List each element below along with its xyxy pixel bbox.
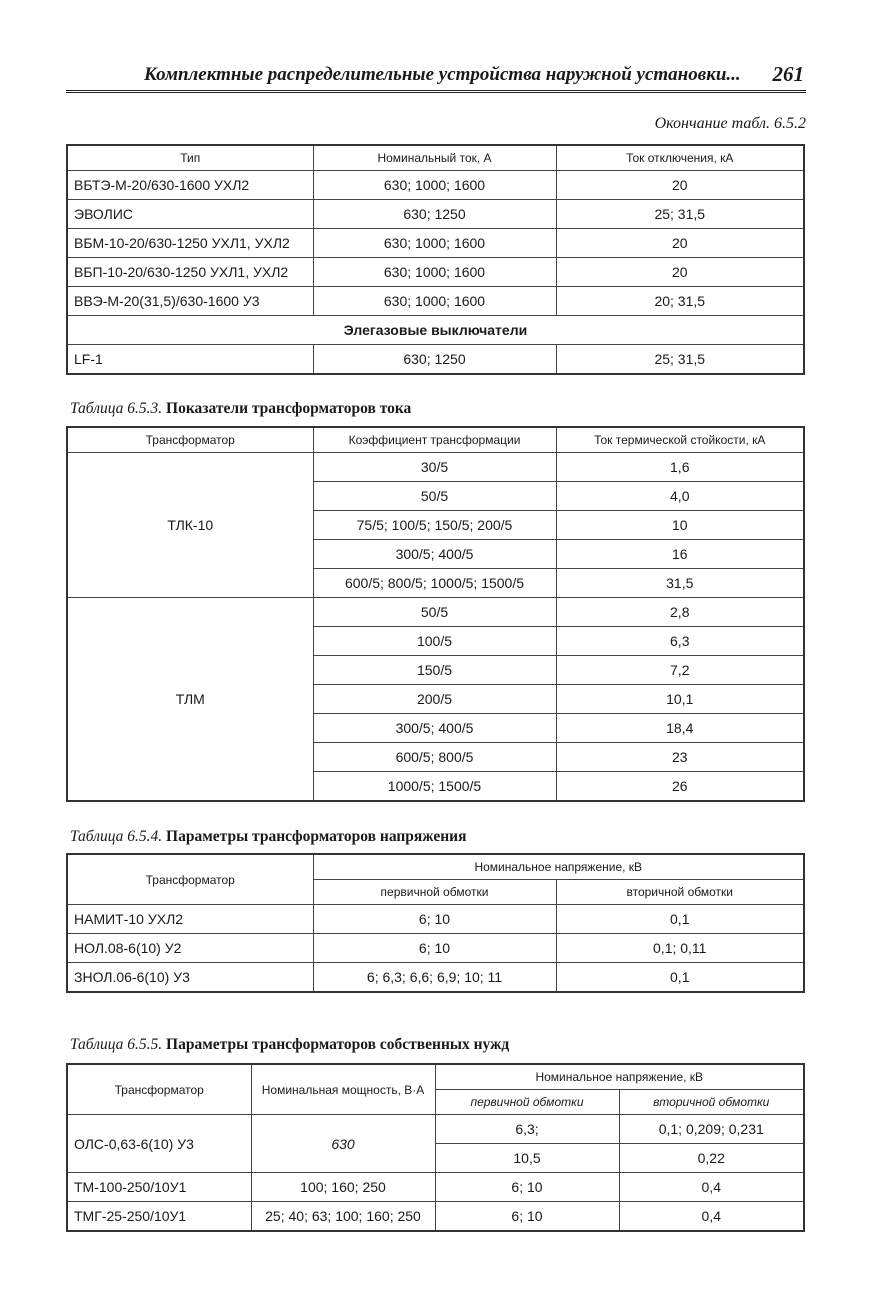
cell: 630 xyxy=(251,1115,435,1173)
cell: 300/5; 400/5 xyxy=(313,714,556,743)
cell: ВБП-10-20/630-1250 УХЛ1, УХЛ2 xyxy=(67,258,313,287)
cell: 100/5 xyxy=(313,627,556,656)
cell: 25; 31,5 xyxy=(556,345,804,375)
cell: 150/5 xyxy=(313,656,556,685)
cell: 630; 1000; 1600 xyxy=(313,229,556,258)
cell: ТМГ-25-250/10У1 xyxy=(67,1202,251,1232)
cell: 630; 1000; 1600 xyxy=(313,171,556,200)
cell: ЭВОЛИС xyxy=(67,200,313,229)
cell: LF-1 xyxy=(67,345,313,375)
header-title: Комплектные распределительные устройства наружной установки... xyxy=(144,64,741,85)
table-header-row xyxy=(67,1064,804,1090)
cell: 26 xyxy=(556,772,804,802)
cell: 7,2 xyxy=(556,656,804,685)
table-row xyxy=(67,905,804,934)
cell: 30/5 xyxy=(313,453,556,482)
cell: ЗНОЛ.06-6(10) У3 xyxy=(67,963,313,993)
cell: 23 xyxy=(556,743,804,772)
cell: 630; 1000; 1600 xyxy=(313,258,556,287)
cell: ОЛС-0,63-6(10) У3 xyxy=(67,1115,251,1173)
table-voltage-transformers xyxy=(66,853,805,993)
table-subheader-row xyxy=(67,316,804,345)
cell: 2,8 xyxy=(556,598,804,627)
page-number: 261 xyxy=(772,62,804,86)
column-header: вторичной обмотки xyxy=(619,1090,804,1115)
cell: 20 xyxy=(556,258,804,287)
column-header: Номинальное напряжение, кВ xyxy=(313,854,804,880)
column-header: вторичной обмотки xyxy=(556,880,804,905)
table-header-row xyxy=(67,854,804,880)
cell: 6,3 xyxy=(556,627,804,656)
group-name: ТЛМ xyxy=(67,598,313,802)
cell: 0,22 xyxy=(619,1144,804,1173)
table1-caption: Окончание табл. 6.5.2 xyxy=(654,115,806,132)
cell: 6; 6,3; 6,6; 6,9; 10; 11 xyxy=(313,963,556,993)
cell: 630; 1000; 1600 xyxy=(313,287,556,316)
table-row xyxy=(67,934,804,963)
section-subheader: Элегазовые выключатели xyxy=(67,316,804,345)
table-row xyxy=(67,963,804,993)
column-header: Номинальное напряжение, кВ xyxy=(435,1064,804,1090)
cell: 0,1 xyxy=(556,963,804,993)
cell: 600/5; 800/5 xyxy=(313,743,556,772)
caption-number: Таблица 6.5.3. xyxy=(70,400,163,417)
table-row xyxy=(67,171,804,200)
cell: 6; 10 xyxy=(313,905,556,934)
cell: 630; 1250 xyxy=(313,200,556,229)
cell: ТМ-100-250/10У1 xyxy=(67,1173,251,1202)
table-header-row xyxy=(67,145,804,171)
table-row xyxy=(67,1115,804,1144)
cell: 6; 10 xyxy=(313,934,556,963)
cell: 1000/5; 1500/5 xyxy=(313,772,556,802)
caption-title: Параметры трансформаторов собственных нужд xyxy=(166,1036,510,1053)
caption-title: Параметры трансформаторов напряжения xyxy=(166,828,467,845)
cell: 6; 10 xyxy=(435,1173,619,1202)
cell: 20 xyxy=(556,171,804,200)
table-auxiliary-transformers xyxy=(66,1063,805,1232)
column-header: первичной обмотки xyxy=(435,1090,619,1115)
column-header: Номинальный ток, А xyxy=(313,145,556,171)
cell: 0,4 xyxy=(619,1202,804,1232)
column-header: Номинальная мощность, В·А xyxy=(251,1064,435,1115)
column-header: Трансформатор xyxy=(67,427,313,453)
cell: 75/5; 100/5; 150/5; 200/5 xyxy=(313,511,556,540)
cell: 100; 160; 250 xyxy=(251,1173,435,1202)
caption-number: Таблица 6.5.5. xyxy=(70,1036,163,1053)
table-row xyxy=(67,287,804,316)
cell: 1,6 xyxy=(556,453,804,482)
table3-caption xyxy=(70,828,466,846)
column-header: Тип xyxy=(67,145,313,171)
cell: 630; 1250 xyxy=(313,345,556,375)
cell: 600/5; 800/5; 1000/5; 1500/5 xyxy=(313,569,556,598)
cell: 6,3; xyxy=(435,1115,619,1144)
cell: ВБТЭ-М-20/630-1600 УХЛ2 xyxy=(67,171,313,200)
column-header: Трансформатор xyxy=(67,1064,251,1115)
table-row xyxy=(67,598,804,627)
cell: 0,1; 0,11 xyxy=(556,934,804,963)
cell: НОЛ.08-6(10) У2 xyxy=(67,934,313,963)
table-row xyxy=(67,453,804,482)
cell: 25; 40; 63; 100; 160; 250 xyxy=(251,1202,435,1232)
table-row xyxy=(67,258,804,287)
cell: ВБМ-10-20/630-1250 УХЛ1, УХЛ2 xyxy=(67,229,313,258)
cell: 6; 10 xyxy=(435,1202,619,1232)
cell: 0,1 xyxy=(556,905,804,934)
table-row xyxy=(67,345,804,375)
cell: 18,4 xyxy=(556,714,804,743)
cell: 16 xyxy=(556,540,804,569)
column-header: Ток термической стойкости, кА xyxy=(556,427,804,453)
cell: 20; 31,5 xyxy=(556,287,804,316)
cell: 10,1 xyxy=(556,685,804,714)
cell: 20 xyxy=(556,229,804,258)
group-name: ТЛК-10 xyxy=(67,453,313,598)
cell: 300/5; 400/5 xyxy=(313,540,556,569)
cell: 4,0 xyxy=(556,482,804,511)
column-header: первичной обмотки xyxy=(313,880,556,905)
cell: 31,5 xyxy=(556,569,804,598)
table-row xyxy=(67,229,804,258)
table-row xyxy=(67,1202,804,1232)
cell: НАМИТ-10 УХЛ2 xyxy=(67,905,313,934)
cell: 25; 31,5 xyxy=(556,200,804,229)
table2-caption xyxy=(70,400,411,418)
cell: ВВЭ-М-20(31,5)/630-1600 У3 xyxy=(67,287,313,316)
table-current-transformers xyxy=(66,426,805,802)
cell: 50/5 xyxy=(313,598,556,627)
table-row xyxy=(67,200,804,229)
table4-caption xyxy=(70,1036,509,1054)
cell: 0,1; 0,209; 0,231 xyxy=(619,1115,804,1144)
column-header: Трансформатор xyxy=(67,854,313,905)
cell: 200/5 xyxy=(313,685,556,714)
cell: 0,4 xyxy=(619,1173,804,1202)
table-header-row xyxy=(67,427,804,453)
column-header: Ток отключения, кА xyxy=(556,145,804,171)
cell: 10,5 xyxy=(435,1144,619,1173)
cell: 10 xyxy=(556,511,804,540)
column-header: Коэффициент трансформации xyxy=(313,427,556,453)
table-row xyxy=(67,1173,804,1202)
caption-number: Таблица 6.5.4. xyxy=(70,828,163,845)
page-header xyxy=(66,58,806,93)
caption-title: Показатели трансформаторов тока xyxy=(166,400,412,417)
cell: 50/5 xyxy=(313,482,556,511)
table-circuit-breakers xyxy=(66,144,805,375)
